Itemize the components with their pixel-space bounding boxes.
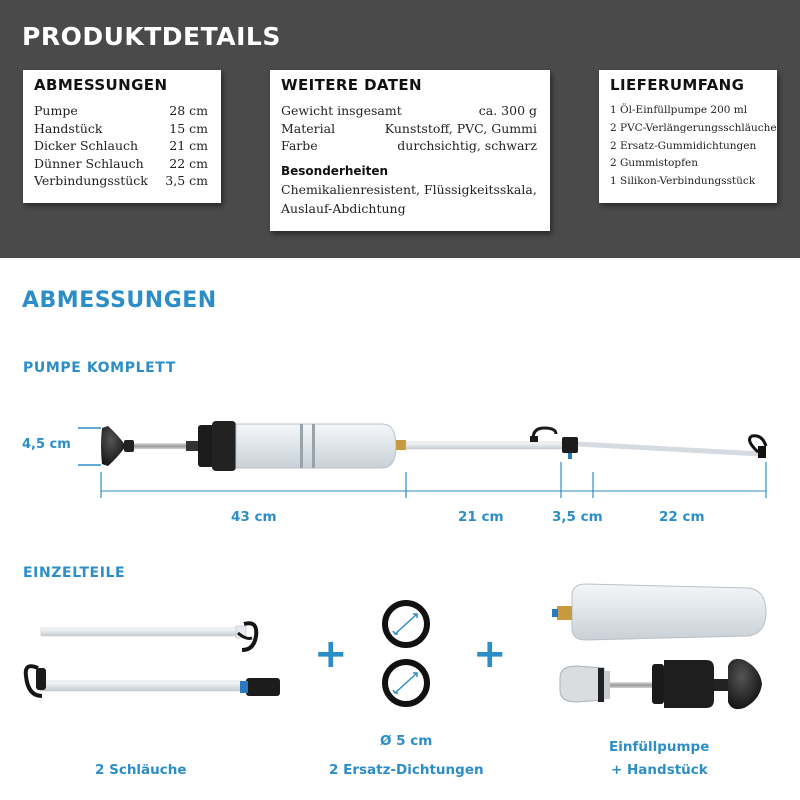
pump-parts-image xyxy=(552,584,766,709)
segment-label-thin-hose: 22 cm xyxy=(659,509,705,525)
delivery-item: 2 Ersatz-Gummidichtungen xyxy=(610,139,757,152)
delivery-item: 2 PVC-Verlängerungsschläuche xyxy=(610,121,777,134)
segment-label-thick-hose: 21 cm xyxy=(458,509,504,525)
length-dimension-line xyxy=(101,462,766,498)
seals-label: 2 Ersatz-Dichtungen xyxy=(329,762,484,778)
dimension-row: Pumpe 28 cm xyxy=(34,103,208,118)
plus-sign: + xyxy=(473,631,507,677)
height-marker xyxy=(78,428,101,465)
special-features-text: Chemikalienresistent, Flüssigkeitsskala, Auslauf-Abdichtung xyxy=(281,181,537,216)
data-row: Material Kunststoff, PVC, Gummi xyxy=(281,120,537,136)
data-row: Gewicht insgesamt ca. 300 g xyxy=(281,103,537,118)
dimension-row: Verbindungsstück 3,5 cm xyxy=(34,173,208,188)
special-features-title: Besonderheiten xyxy=(281,163,389,178)
single-parts-heading: EINZELTEILE xyxy=(23,565,126,581)
segment-label-pump: 43 cm xyxy=(231,509,277,525)
dimensions-card-title: ABMESSUNGEN xyxy=(34,76,168,94)
complete-pump-image xyxy=(101,421,766,471)
dimension-row: Dünner Schlauch 22 cm xyxy=(34,155,208,171)
dimension-row: Handstück 15 cm xyxy=(34,120,208,136)
delivery-item: 1 Silikon-Verbindungsstück xyxy=(610,175,756,188)
hoses-label: 2 Schläuche xyxy=(95,762,187,778)
plus-sign: + xyxy=(314,631,348,677)
delivery-item: 1 Öl-Einfüllpumpe 200 ml xyxy=(610,104,748,116)
dimensions-heading: ABMESSUNGEN xyxy=(22,288,217,313)
more-data-card-title: WEITERE DATEN xyxy=(281,76,422,94)
pump-complete-heading: PUMPE KOMPLETT xyxy=(23,360,176,376)
pump-label-line2: + Handstück xyxy=(611,762,708,778)
height-label: 4,5 cm xyxy=(22,437,71,452)
dimension-row: Dicker Schlauch 21 cm xyxy=(34,138,208,153)
hoses-image xyxy=(26,623,280,696)
pump-label-line1: Einfüllpumpe xyxy=(609,739,710,755)
delivery-item: 2 Gummistopfen xyxy=(610,157,698,170)
data-row: Farbe durchsichtig, schwarz xyxy=(281,138,537,153)
panel-title: PRODUKTDETAILS xyxy=(22,22,281,51)
scope-card-title: LIEFERUMFANG xyxy=(610,76,745,94)
seal-diameter-label: Ø 5 cm xyxy=(380,733,433,749)
seals-image xyxy=(385,603,427,704)
segment-label-connector: 3,5 cm xyxy=(552,509,603,525)
